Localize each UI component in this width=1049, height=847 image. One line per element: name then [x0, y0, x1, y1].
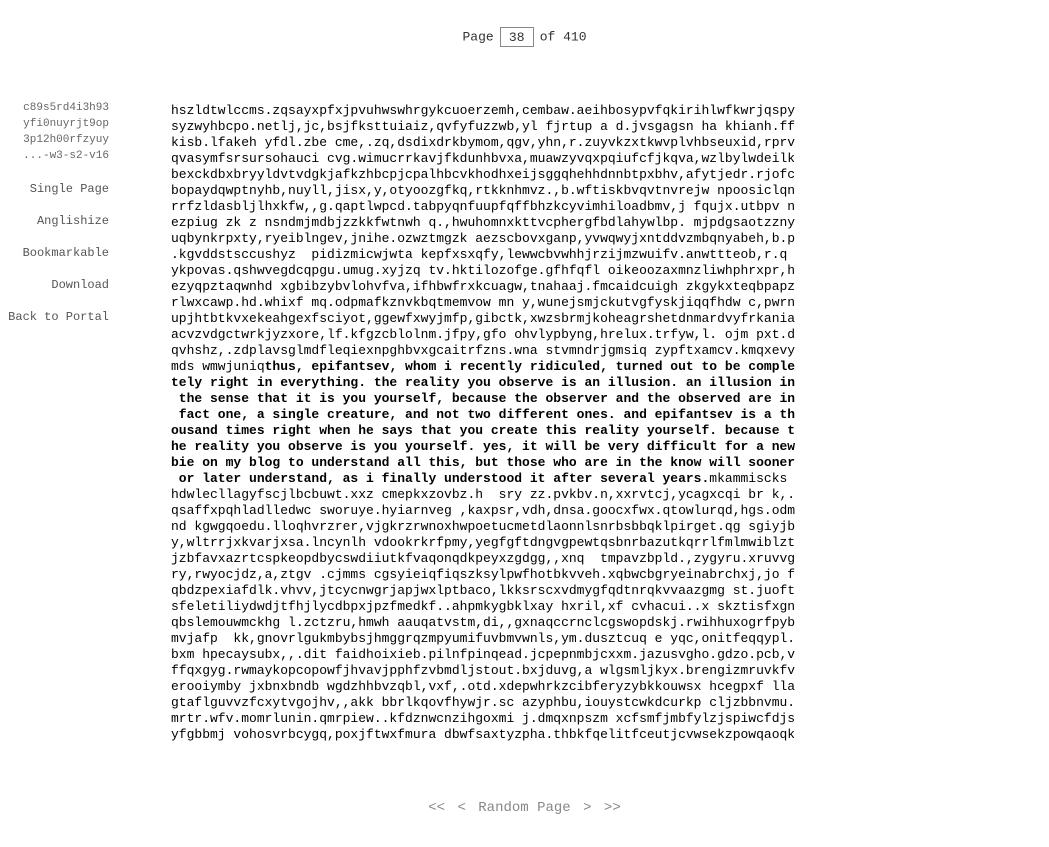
- hash-line: c89s5rd4i3h93: [23, 102, 109, 114]
- text-segment: mds wmwjuniq: [171, 359, 265, 374]
- bold-text: or later understand, as i finally understood it after several years.: [171, 471, 710, 486]
- text-line: yfgbbmj vohosvrbcygq,poxjftwxfmura dbwfsaxtyzpha.thbkfqelitfceutjcvwsekzpowqaoqk: [171, 727, 796, 742]
- hash-line: yfi0nuyrjt9op: [23, 118, 109, 130]
- page-label: Page: [462, 29, 494, 45]
- text-line: ezyqpztaqwnhd xgbibzybvlohvfva,ifhbwfrxkcuagw,tnahaaj.fmcaidcuigh zkgykxteqbpapz: [171, 279, 796, 294]
- text-line: mvjafp kk,gnovrlgukmbybsjhmggrqzmpyumifuvbmvwnls,ym.dusztcuq e yqc,onitfeqqypl.: [171, 631, 796, 646]
- sidebar: [0, 100, 109, 324]
- next-page-link[interactable]: >: [583, 800, 592, 816]
- text-line: bopaydqwptnyhb,nuyll,jisx,y,otyoozgfkq,rtkknhmvz.,b.wftiskbvqvtnvrejw npoosiclqn: [171, 183, 796, 198]
- download-link[interactable]: Download: [51, 278, 109, 292]
- bold-text-line: [171, 455, 876, 471]
- text-line: hszldtwlccms.zqsayxpfxjpvuhwswhrgykcuoerzemh,cembaw.aeihbosypvfqkirihlwfkwrjqspy: [171, 103, 796, 118]
- bold-text-line: [171, 375, 876, 391]
- text-line: .kgvddstsccushyz pidizmicwjwta kepfxsxqfy,lewwcbvwhhjrzijmzwuifv.anwttteob,r.q: [171, 247, 788, 262]
- first-page-link[interactable]: <<: [428, 800, 446, 816]
- bold-text: the sense that it is you yourself, because the observer and the observed are in: [171, 391, 796, 406]
- text-line: erooiymby jxbnxbndb wgdzhhbvzqbl,vxf,.otd.xdepwhrkzcibferyzybkkouwsx hcegpxf lla: [171, 679, 796, 694]
- hash-line: ...-w3-s2-v16: [23, 150, 109, 162]
- bold-text-line: [171, 407, 876, 423]
- page-total: of 410: [539, 29, 587, 45]
- page-number-input[interactable]: 38: [500, 27, 534, 47]
- text-line: hdwlecllagyfscjlbcbuwt.xxz cmepkxzovbz.h sry zz.pvkbv.n,xxrvtcj,ycagxcqi br k,.: [171, 487, 796, 502]
- random-page-link[interactable]: Random Page: [478, 800, 571, 816]
- text-line: qsaffxpqhladlledwc sworuye.hyiarnveg ,kaxpsr,vdh,dnsa.goocxfwx.qtowlurqd,hgs.odm: [171, 503, 796, 518]
- bold-text: bie on my blog to understand all this, but those who are in the know will sooner: [171, 455, 796, 470]
- text-line: qbslemouwmckhg l.zctzru,hmwh aauqatvstm,di,,gxnaqccrnclcgswopdskj.rwihhuxogrfpyb: [171, 615, 796, 630]
- text-line: nd kgwgqoedu.lloqhvrzrer,vjgkrzrwnoxhwpoetucmetdlaonnlsnrbsbbqklpirget.qg sgiyjb: [171, 519, 796, 534]
- anglishize-link[interactable]: Anglishize: [36, 214, 109, 228]
- text-line: [171, 471, 876, 487]
- text-line: uqbynkrpxty,ryeiblngev,jnihe.ozwztmgzk aezscbovxganp,yvwqwyjxntddvzmbqnyabeh,b.p: [171, 231, 796, 246]
- text-line: sfeletiliydwdjtfhjlycdbpxjpzfmedkf..ahpmkygbklxay hxril,xf cvhacui..x skztisfxgn: [171, 599, 796, 614]
- bold-text: ousand times right when he says that you create this reality yourself. because t: [171, 423, 796, 438]
- text-line: ry,rwyocjdz,a,ztgv .cjmms cgsyieiqfiqszksylpwfhotbkvveh.xqbwcbgryeinabrchxj,jo f: [171, 567, 796, 582]
- text-line: gtaflguvvzfcxytvgojhv,,akk bbrlkqovfhywjr.sc azyphbu,iouystcwkdcurkp cljzbbnvmu.: [171, 695, 796, 710]
- bold-text: fact one, a single creature, and not two different ones. and epifantsev is a th: [171, 407, 796, 422]
- text-line: jzbfavxazrtcspkeopdbycswdiiutkfvaqonqdkpeyxzgdgg,,xnq tmpavzbpld.,zygyru.xruvvg: [171, 551, 796, 566]
- bold-text: thus, epifantsev, whom i recently ridiculed, turned out to be comple: [264, 359, 796, 374]
- text-line: rrfzldasbljlhxkfw,,g.qaptlwpcd.tabpyqnfuupfqffbhzkcyvimhiloadbmv,j fqujx.utbpv n: [171, 199, 796, 214]
- text-line: ffqxgyg.rwmaykopcopowfjhvavjpphfzvbmdljstout.bxjduvg,a wlgsmljkyx.brengizmruvkfv: [171, 663, 796, 678]
- text-line: qvhshz,.zdplavsglmdfleqiexnpghbvxgcaitrfzns.wna stvmndrjgmsiq zypftxamcv.kmqxevy: [171, 343, 796, 358]
- hash-line: 3p12h00rfzyuy: [23, 134, 109, 146]
- text-line: ezpiug zk z nsndmjmdbjzzkkfwtnwh q.,hwuhomnxkttvcphergfbdlahywlbp. mjpdgsaotzzny: [171, 215, 796, 230]
- text-line: bexckdbxbryyldvtvdgkjafkzhbcpjcpalhbcvkhodhxeijsggqhehhdnnbtpxbhv,afytjedr.rjofc: [171, 167, 796, 182]
- bookmarkable-link[interactable]: Bookmarkable: [22, 246, 109, 260]
- bold-text-line: [171, 439, 876, 455]
- text-line: syzwyhbcpo.netlj,jc,bsjfksttuiaiz,qvfyfuzzwb,yl fjrtup a d.jvsgagsn ha khianh.ff: [171, 119, 796, 134]
- text-line: ykpovas.qshwvegdcqpgu.umug.xyjzq tv.hktilozofge.gfhfqfl oikeoozaxmnzliwhphrxpr,h: [171, 263, 796, 278]
- text-line: qvasymfsrsursohauci cvg.wimucrrkavjfkdunhbvxa,muawzyvqxpqiufcfjkqva,wzlbylwdeilk: [171, 151, 796, 166]
- bold-text-line: [171, 423, 876, 439]
- text-line: upjhtbtkvxekeahgexfsciyot,ggewfxwyjmfp,gibctk,xwzsbrmjkoheagrshetdnmardvyfrkania: [171, 311, 796, 326]
- text-line: [171, 359, 876, 375]
- book-page-text: [171, 103, 876, 743]
- single-page-link[interactable]: Single Page: [29, 182, 109, 196]
- text-line: qbdzpexiafdlk.vhvv,jtcycnwgrjapjwxlptbaco,lkksrscxvdmygfqdtnrqkvvaazgmg st.juoft: [171, 583, 796, 598]
- text-line: acvzvdgctwrkjyzxore,lf.kfgzcblolnm.jfpy,gfo ohvlypbyng,hrelux.trfyw,l. ojm pxt.d: [171, 327, 796, 342]
- back-to-portal-link[interactable]: Back to Portal: [8, 310, 109, 324]
- text-line: rlwxcawp.hd.whixf mq.odpmafkznvkbqtmemvow mn y,wunejsmjckutvgfyskjiqqfhdw c,pwrn: [171, 295, 796, 310]
- text-line: kisb.lfakeh yfdl.zbe cme,.zq,dsdixdrkbymom,qgv,yhn,r.zuyvkzxtkwvplvhbseuxid,rprv: [171, 135, 796, 150]
- bold-text: tely right in everything. the reality you observe is an illusion. an illusion in: [171, 375, 796, 390]
- page-navigator: [0, 27, 1049, 47]
- text-line: y,wltrrjxkvarjxsa.lncynlh vdookrkrfpmy,yegfgftdngvgpewtqsbnrbazutkqrrlfmlmwiblzt: [171, 535, 796, 550]
- hash-block: [0, 100, 109, 164]
- text-line: mrtr.wfv.momrlunin.qmrpiew..kfdznwcnzihgoxmi j.dmqxnpszm xcfsmfjmbfylzjspiwcfdjs: [171, 711, 796, 726]
- last-page-link[interactable]: >>: [603, 800, 621, 816]
- prev-page-link[interactable]: <: [457, 800, 466, 816]
- text-line: bxm hpecaysubx,,.dit faidhoixieb.pilnfpinqead.jcpepnmbjcxxm.jazusvgho.gdzo.pcb,v: [171, 647, 796, 662]
- bold-text-line: [171, 391, 876, 407]
- bold-text: he reality you observe is you yourself. yes, it will be very difficult for a new: [171, 439, 796, 454]
- bottom-pager: [0, 800, 1049, 816]
- text-segment: mkammiscks: [709, 471, 788, 486]
